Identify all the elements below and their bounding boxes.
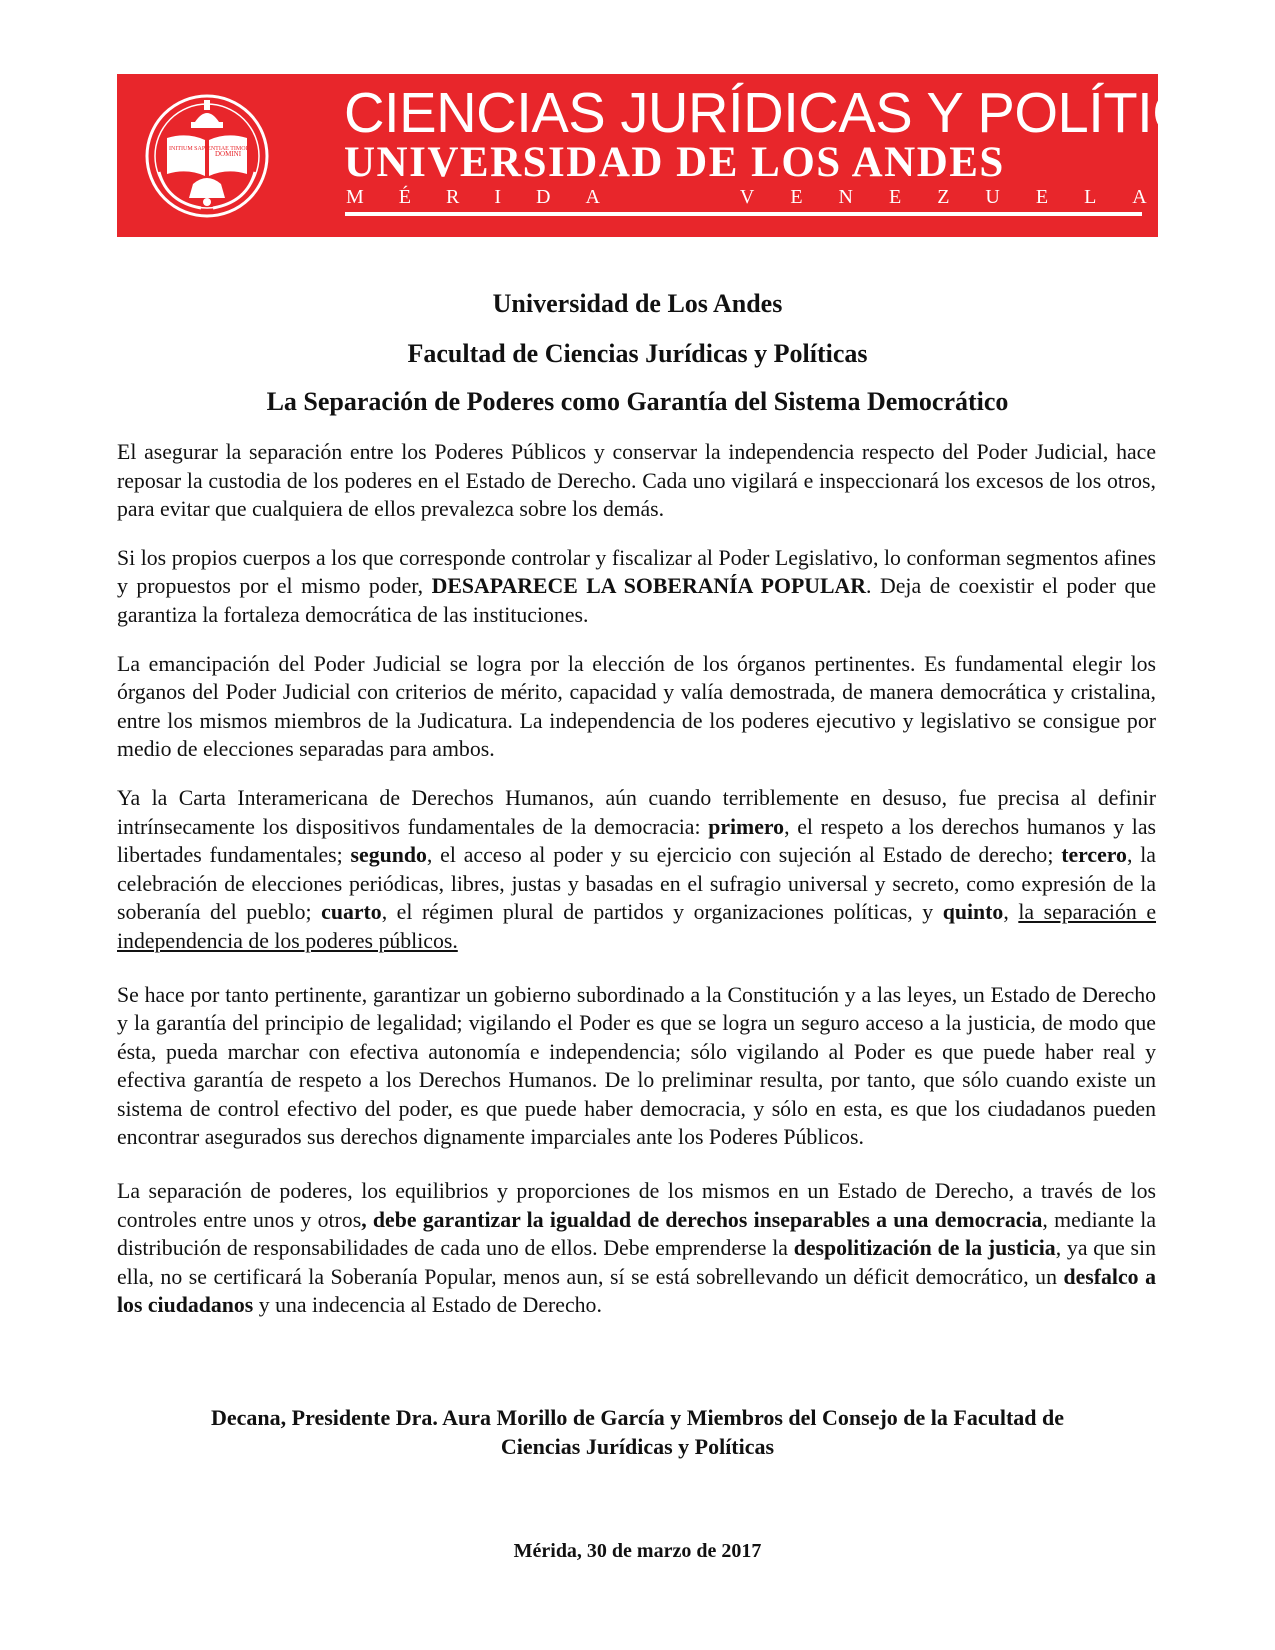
- paragraph-1: El asegurar la separación entre los Poderes Públicos y conservar la independencia respecto del Poder Judicial, hace reposar la custodia de los poderes en el Estado de Derecho. Cada uno vigilará e inspeccionará los excesos de los otros, para evitar que cualquiera de ellos prevalezca sobre los demás.: [117, 440, 1156, 522]
- university-heading: Universidad de Los Andes: [492, 289, 783, 318]
- paragraph-3: La emancipación del Poder Judicial se logra por la elección de los órganos pertinentes. Es fundamental elegir los órganos del Poder Judicial con criterios de mérito, capacidad y valía demostrada, de manera democrática y cristalina, entre los mismos miembros de la Judicatura. La independencia de los poderes ejecutivo y legislativo se consigue por medio de elecciones separadas para ambos.: [117, 651, 1156, 762]
- paragraph-6-text: La separación de poderes, los equilibrios y proporciones de los mismos en un Estado de Derecho, a través de los controles entre unos y otros: [117, 1179, 1156, 1232]
- paragraph-2-emphasis: DESAPARECE LA SOBERANÍA POPULAR: [431, 574, 867, 599]
- paragraph-4-text: ,: [1003, 900, 1019, 925]
- banner-city: MÉRIDA: [346, 186, 635, 208]
- paragraph-6-emphasis: desfalco a los ciudadanos: [117, 1264, 1156, 1318]
- paragraph-4-first: primero: [708, 814, 785, 839]
- paragraph-4: [117, 784, 1156, 956]
- faculty-heading: Facultad de Ciencias Jurídicas y Políticas: [407, 339, 868, 368]
- paragraph-2: [117, 544, 1156, 630]
- paragraph-4-fifth: quinto: [942, 900, 1004, 925]
- paragraph-4-text: , el acceso al poder y su ejercicio con sujeción al Estado de derecho;: [426, 843, 1062, 868]
- banner-location: [346, 185, 1246, 209]
- paragraph-4-text: , la celebración de elecciones periódicas, libres, justas y basadas en el sufragio universal y secreto, como expresión de la soberanía del pueblo;: [117, 843, 1156, 925]
- paragraph-6: [117, 1177, 1156, 1320]
- header-banner: [117, 74, 1267, 237]
- paragraph-5: Se hace por tanto pertinente, garantizar un gobierno subordinado a la Constitución y a las leyes, un Estado de Derecho y la garantía del principio de legalidad; vigilando el Poder es que se logra un seguro acceso a la justicia, de modo que ésta, pueda marchar con efectiva autonomía e independencia; sólo vigilando al Poder es que puede haber real y efectiva garantía de respeto a los Derechos Humanos. De lo preliminar resulta, por tanto, que sólo cuando existe un sistema de control efectivo del poder, es que puede haber democracia, y sólo en esta, es que los ciudadanos pueden encontrar asegurados sus derechos dignamente imparciales ante los Poderes Públicos.: [117, 982, 1156, 1150]
- document-body: [117, 438, 1156, 1340]
- banner-faculty-name: CIENCIAS JURÍDICAS Y POLÍTICAS: [344, 81, 1267, 145]
- signature-line-2: Ciencias Jurídicas y Políticas: [500, 1433, 775, 1459]
- paragraph-6-text: , ya que sin ella, no se certificará la Soberanía Popular, menos aun, sí se está sobrellevando un déficit democrático, un: [117, 1236, 1156, 1289]
- paragraph-4-text: Ya la Carta Interamericana de Derechos Humanos, aún cuando terriblemente en desuso, fue precisa al definir intrínsecamente los dispositivos fundamentales de la democracia:: [117, 785, 1156, 839]
- paragraph-6-emphasis: , debe garantizar la igualdad de derechos inseparables a una democracia: [361, 1207, 1043, 1232]
- signature-line-1: Decana, Presidente Dra. Aura Morillo de García y Miembros del Consejo de la Facultad de: [210, 1405, 1064, 1430]
- banner-divider: [345, 212, 1142, 216]
- paragraph-4-fourth: cuarto: [321, 900, 382, 925]
- banner-country: VENEZUELA: [739, 186, 1183, 208]
- paragraph-2-text: Si los propios cuerpos a los que corresponde controlar y fiscalizar al Poder Legislativo, lo conforman segmentos afines y propuestos por el mismo poder,: [117, 545, 1156, 599]
- paragraph-6-emphasis: despolitización de la justicia: [793, 1236, 1056, 1261]
- paragraph-6-text: , mediante la distribución de responsabilidades de cada uno de ellos. Debe emprenderse la: [117, 1207, 1156, 1261]
- paragraph-2-text-end: . Deja de coexistir el poder que garantiza la fortaleza democrática de las instituciones.: [117, 574, 1156, 627]
- banner-university-name: UNIVERSIDAD DE LOS ANDES: [344, 139, 1005, 186]
- document-date: Mérida, 30 de marzo de 2017: [513, 1540, 762, 1562]
- university-seal-icon: [145, 92, 269, 220]
- seal-text-right: DOMINI: [215, 150, 242, 158]
- seal-text-left: INITIUM SAPIENTIAE TIMOR: [169, 146, 250, 152]
- paragraph-4-text: , el respeto a los derechos humanos y las libertades fundamentales;: [117, 814, 1156, 868]
- paragraph-4-third: tercero: [1061, 843, 1127, 868]
- document-title: La Separación de Poderes como Garantía del Sistema Democrático: [266, 387, 1009, 416]
- paragraph-4-second: segundo: [350, 843, 427, 868]
- paragraph-6-text-end: y una indecencia al Estado de Derecho.: [253, 1293, 602, 1318]
- signature-block: [117, 1404, 1158, 1461]
- paragraph-4-underlined: la separación e independencia de los poderes públicos.: [117, 900, 1157, 953]
- paragraph-4-text: , el régimen plural de partidos y organizaciones políticas, y: [381, 900, 943, 925]
